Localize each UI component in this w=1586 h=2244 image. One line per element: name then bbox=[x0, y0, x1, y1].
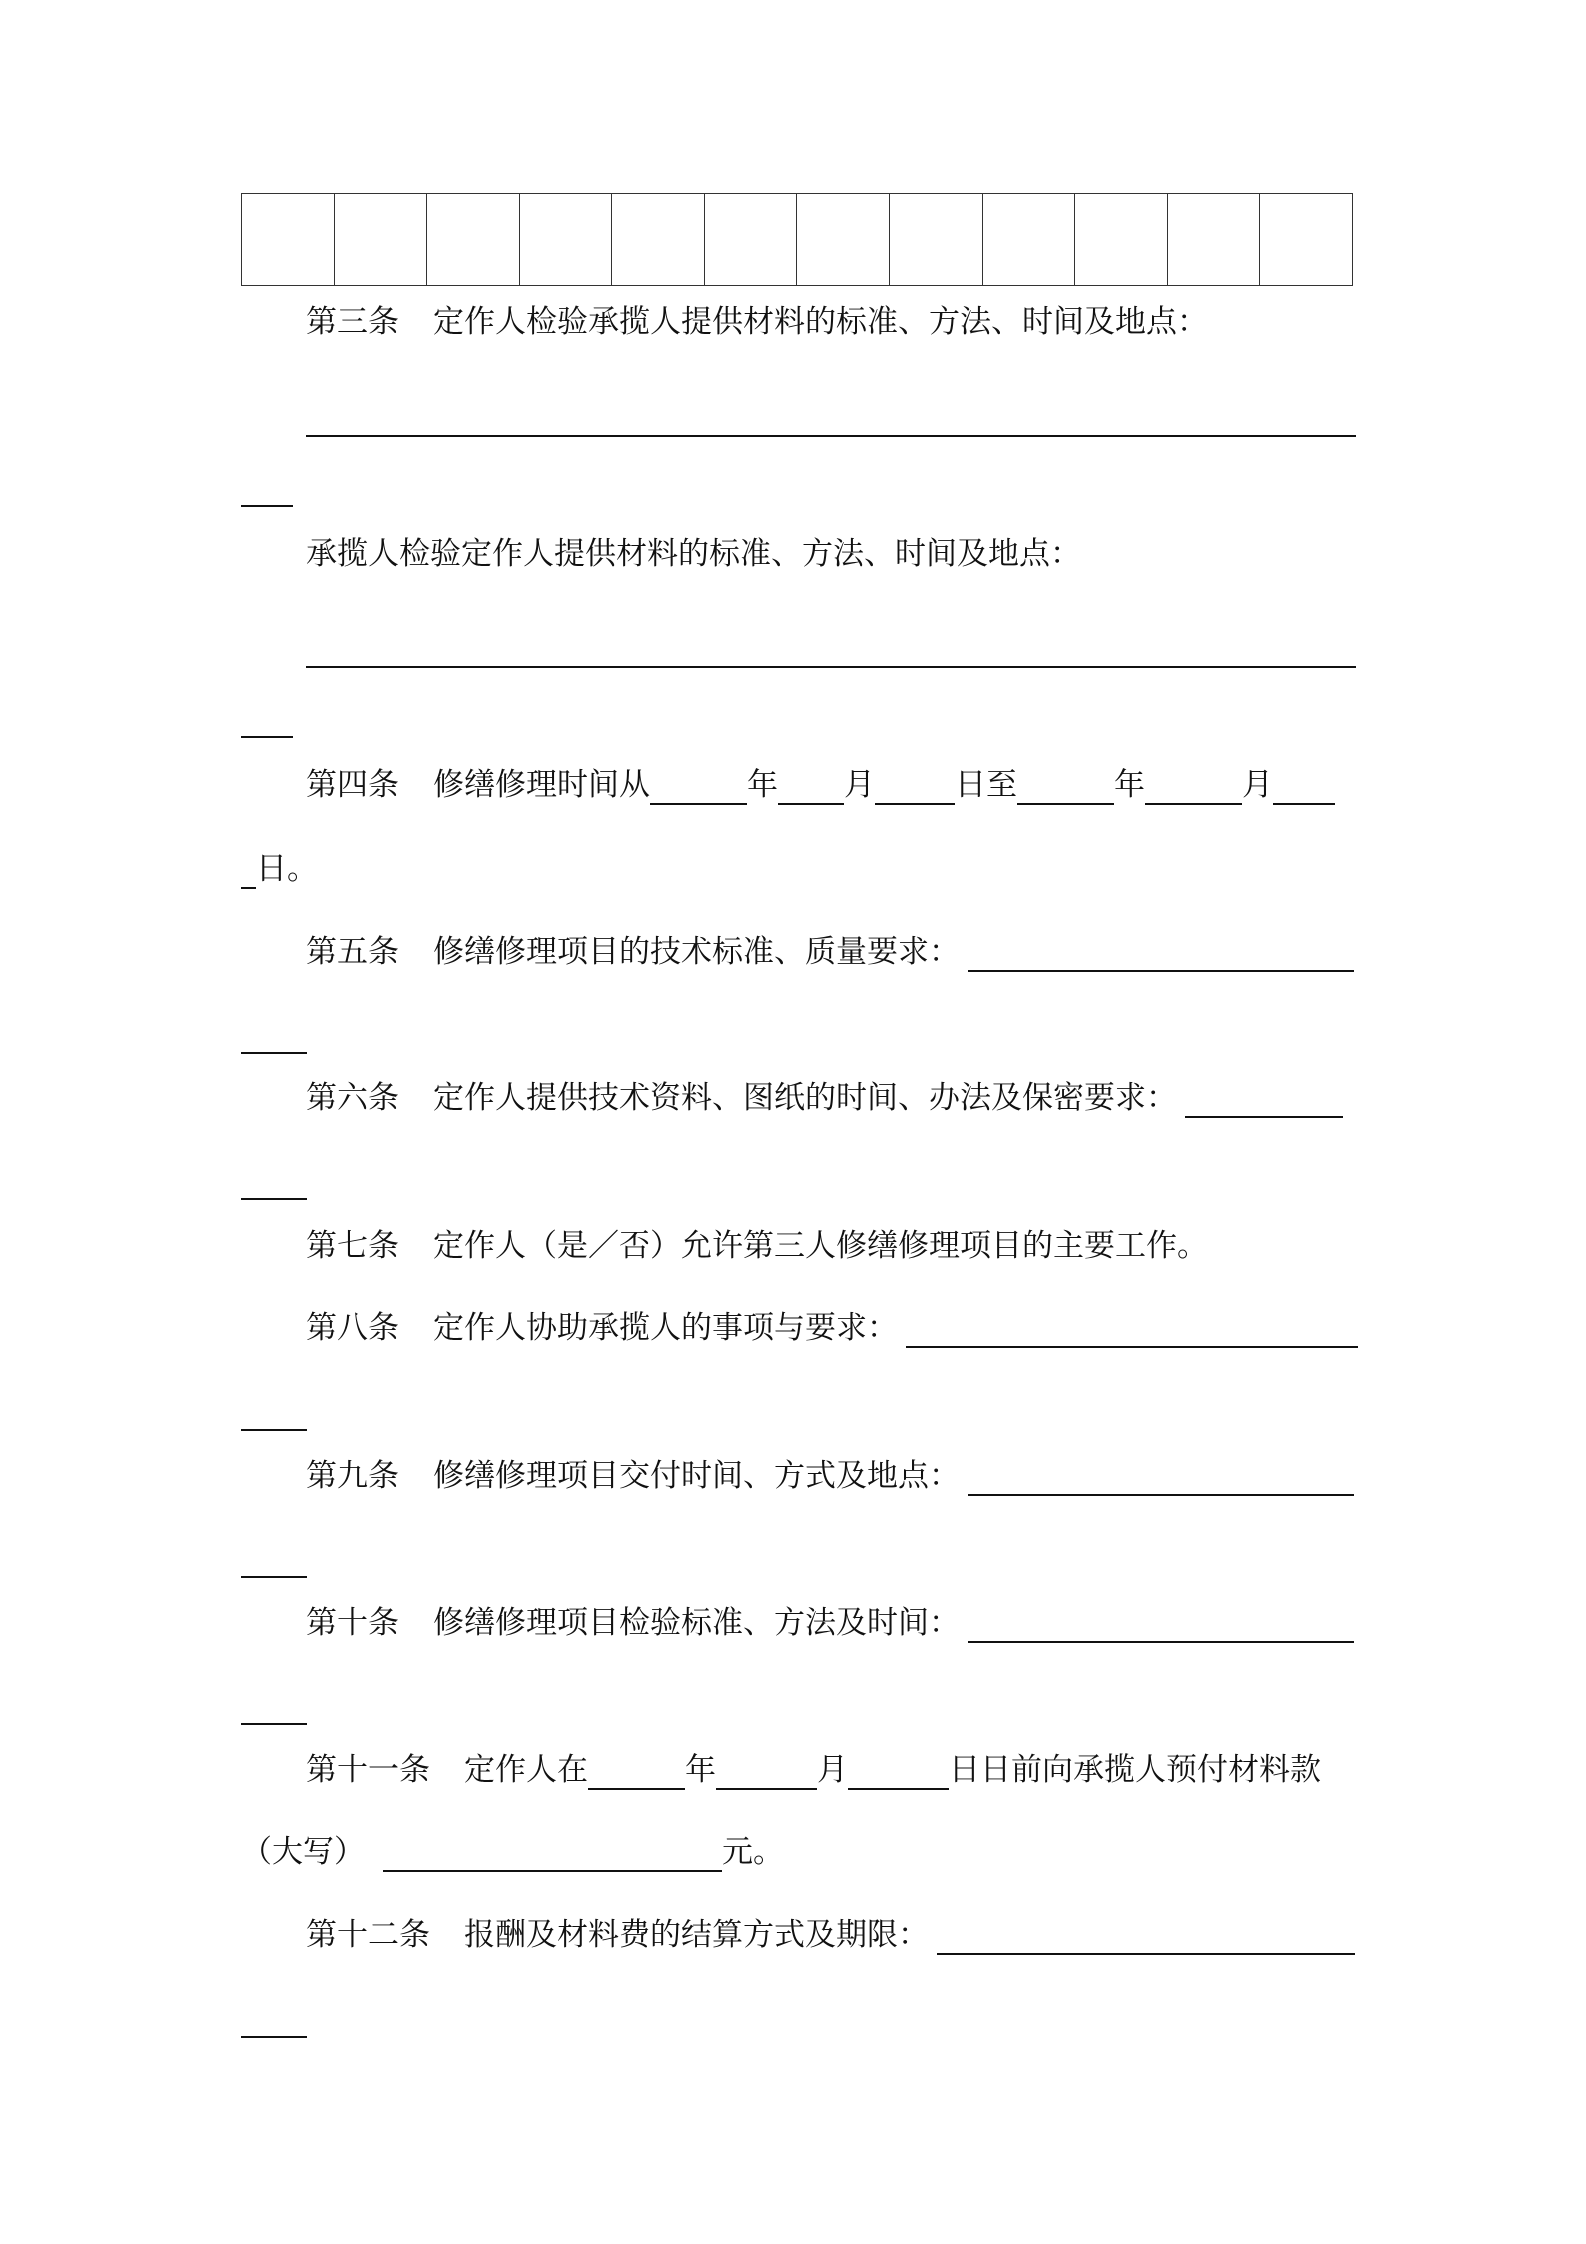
article-3-label: 第三条 bbox=[306, 304, 399, 340]
blank-line[interactable] bbox=[241, 736, 293, 738]
blank-line[interactable] bbox=[1185, 1082, 1343, 1118]
year-blank[interactable] bbox=[1017, 769, 1114, 805]
article-3b bbox=[306, 534, 1081, 574]
day-blank[interactable] bbox=[875, 769, 955, 805]
article-9-text: 修缮修理项目交付时间、方式及地点： bbox=[433, 1458, 960, 1494]
blank-line[interactable] bbox=[906, 1312, 1358, 1348]
blank-line[interactable] bbox=[241, 1576, 307, 1578]
article-12 bbox=[306, 1915, 1355, 1955]
article-6-label: 第六条 bbox=[306, 1080, 399, 1116]
grid-cell bbox=[520, 194, 613, 285]
capital-label: （大写） bbox=[241, 1834, 365, 1870]
article-12-label: 第十二条 bbox=[306, 1917, 430, 1953]
article-10-text: 修缮修理项目检验标准、方法及时间： bbox=[433, 1605, 960, 1641]
article-5-label: 第五条 bbox=[306, 934, 399, 970]
month-blank[interactable] bbox=[716, 1754, 817, 1790]
article-9-label: 第九条 bbox=[306, 1458, 399, 1494]
article-7-label: 第七条 bbox=[306, 1228, 399, 1264]
month-blank[interactable] bbox=[1145, 769, 1242, 805]
yuan-label: 元。 bbox=[722, 1834, 784, 1870]
grid-cell bbox=[1168, 194, 1261, 285]
day-end-label: 日。 bbox=[256, 851, 318, 887]
article-4-label: 第四条 bbox=[306, 767, 399, 803]
month-label: 月 bbox=[1242, 767, 1273, 803]
article-12-text: 报酬及材料费的结算方式及期限： bbox=[464, 1917, 929, 1953]
article-5-text: 修缮修理项目的技术标准、质量要求： bbox=[433, 934, 960, 970]
grid-cell bbox=[983, 194, 1076, 285]
article-7 bbox=[306, 1226, 1208, 1266]
article-8-label: 第八条 bbox=[306, 1310, 399, 1346]
grid-cell bbox=[612, 194, 705, 285]
day-blank[interactable] bbox=[848, 1754, 949, 1790]
amount-blank[interactable] bbox=[383, 1836, 722, 1872]
blank-line[interactable] bbox=[241, 1052, 307, 1054]
article-6-text: 定作人提供技术资料、图纸的时间、办法及保密要求： bbox=[433, 1080, 1177, 1116]
blank-line[interactable] bbox=[937, 1919, 1355, 1955]
article-7-text: 定作人（是／否）允许第三人修缮修理项目的主要工作。 bbox=[433, 1228, 1208, 1264]
article-3 bbox=[306, 302, 1208, 342]
day-blank[interactable] bbox=[241, 853, 256, 889]
month-blank[interactable] bbox=[778, 769, 844, 805]
article-4-cont bbox=[241, 849, 318, 889]
article-8-row bbox=[306, 1308, 1358, 1348]
month-label: 月 bbox=[817, 1752, 848, 1788]
grid-cell bbox=[427, 194, 520, 285]
grid-cell bbox=[242, 194, 335, 285]
blank-line[interactable] bbox=[241, 1198, 307, 1200]
blank-line[interactable] bbox=[306, 666, 1356, 668]
article-10-label: 第十条 bbox=[306, 1605, 399, 1641]
article-3b-text: 承揽人检验定作人提供材料的标准、方法、时间及地点： bbox=[306, 536, 1081, 572]
article-11-label: 第十一条 bbox=[306, 1752, 430, 1788]
article-11-cont bbox=[241, 1832, 784, 1872]
blank-line[interactable] bbox=[968, 936, 1354, 972]
article-9 bbox=[306, 1456, 1354, 1496]
character-grid bbox=[241, 193, 1353, 286]
year-label: 年 bbox=[1114, 767, 1145, 803]
year-label: 年 bbox=[685, 1752, 716, 1788]
grid-cell bbox=[1260, 194, 1352, 285]
grid-cell bbox=[797, 194, 890, 285]
article-4-text: 修缮修理时间从 bbox=[433, 767, 650, 803]
blank-line[interactable] bbox=[968, 1460, 1354, 1496]
year-label: 年 bbox=[747, 767, 778, 803]
blank-line[interactable] bbox=[241, 2036, 307, 2038]
blank-line[interactable] bbox=[241, 1429, 307, 1431]
article-11-text-tail: 日日前向承揽人预付材料款 bbox=[949, 1752, 1321, 1788]
article-10 bbox=[306, 1603, 1354, 1643]
grid-cell bbox=[335, 194, 428, 285]
grid-cell bbox=[1075, 194, 1168, 285]
grid-cell bbox=[890, 194, 983, 285]
article-11 bbox=[306, 1750, 1321, 1790]
blank-line[interactable] bbox=[241, 505, 293, 507]
article-3-text: 定作人检验承揽人提供材料的标准、方法、时间及地点： bbox=[433, 304, 1208, 340]
article-11-text: 定作人在 bbox=[464, 1752, 588, 1788]
day-blank[interactable] bbox=[1273, 769, 1335, 805]
article-4 bbox=[306, 765, 1335, 805]
article-6 bbox=[306, 1078, 1343, 1118]
day-to-label: 日至 bbox=[955, 767, 1017, 803]
blank-line[interactable] bbox=[241, 1723, 307, 1725]
grid-cell bbox=[705, 194, 798, 285]
article-5 bbox=[306, 932, 1354, 972]
blank-line[interactable] bbox=[968, 1607, 1354, 1643]
month-label: 月 bbox=[844, 767, 875, 803]
blank-line[interactable] bbox=[306, 435, 1356, 437]
year-blank[interactable] bbox=[650, 769, 747, 805]
year-blank[interactable] bbox=[588, 1754, 685, 1790]
article-8-text: 定作人协助承揽人的事项与要求： bbox=[433, 1310, 898, 1346]
